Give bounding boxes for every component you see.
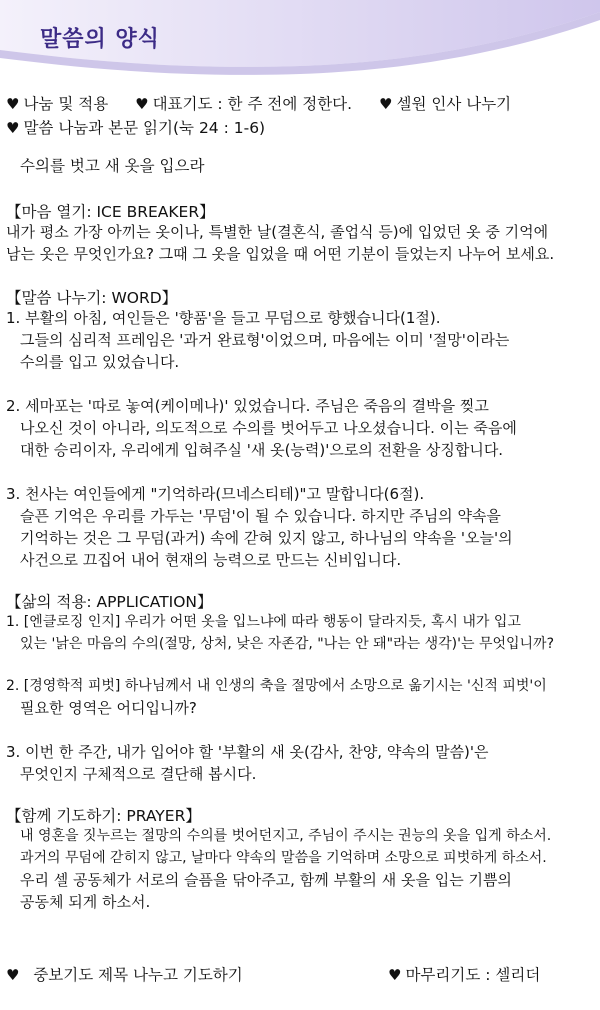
application-3-line: 무엇인지 구체적으로 결단해 봅시다. — [20, 765, 257, 783]
word-p1-line: 그들의 심리적 프레임은 '과거 완료형'이었으며, 마음에는 이미 '절망'이라는 — [20, 331, 510, 349]
application-2-line: 필요한 영역은 어디입니까? — [20, 699, 197, 717]
prayer-line: 내 영혼을 짓누르는 절망의 수의를 벗어던지고, 주님이 주시는 권능의 옷을 입게 하소서. — [20, 828, 552, 844]
word-heading: 【말씀 나누기: WORD】 — [6, 289, 178, 307]
application-1-line: 1. [엔클로징 인지] 우리가 어떤 옷을 입느냐에 따라 행동이 달라지듯, 혹시 내가 입고 — [6, 614, 521, 630]
word-p3-line: 기억하는 것은 그 무덤(과거) 속에 갇혀 있지 않고, 하나님의 약속을 '오늘'의 — [20, 529, 513, 547]
word-p2-line: 2. 세마포는 '따로 놓여(케이메나)' 있었습니다. 주님은 죽음의 결박을 찢고 — [6, 397, 489, 415]
heart-icon: ♥ — [135, 95, 149, 113]
meta-item-prayer: ♥ 대표기도 : 한 주 전에 정한다. — [135, 95, 353, 113]
footer-intercession: ♥ 중보기도 제목 나누고 기도하기 — [6, 966, 243, 984]
application-2-line: 2. [경영학적 피벗] 하나님께서 내 인생의 축을 절망에서 소망으로 옮기시는 '신적 피벗'이 — [6, 678, 547, 694]
page-title: 말씀의 양식 — [40, 27, 160, 52]
word-p3-line: 사건으로 끄집어 내어 현재의 능력으로 만드는 신비입니다. — [20, 551, 402, 569]
heart-icon: ♥ — [6, 119, 20, 137]
prayer-line: 과거의 무덤에 갇히지 않고, 날마다 약속의 말씀을 기억하며 소망으로 피벗하게 하소서. — [20, 850, 547, 866]
heart-icon: ♥ — [388, 966, 402, 984]
meta-item-greeting: ♥ 셀원 인사 나누기 — [379, 95, 512, 113]
word-p2-line: 나오신 것이 아니라, 의도적으로 수의를 벗어두고 나오셨습니다. 이는 죽음에 — [20, 419, 517, 437]
application-3-line: 3. 이번 한 주간, 내가 입어야 할 '부활의 새 옷(감사, 찬양, 약속의 말씀)'은 — [6, 743, 489, 761]
icebreaker-line: 남는 옷은 무엇인가요? 그때 그 옷을 입었을 때 어떤 기분이 들었는지 나누어 보세요. — [6, 245, 555, 263]
application-1-line: 있는 '낡은 마음의 수의(절망, 상처, 낮은 자존감, "나는 안 돼"라는 생각)'는 무엇입니까? — [20, 636, 554, 652]
word-p1-line: 수의를 입고 있었습니다. — [20, 353, 180, 371]
application-heading: 【삶의 적용: APPLICATION】 — [6, 593, 213, 611]
heart-icon: ♥ — [379, 95, 393, 113]
word-p3-line: 슬픈 기억은 우리를 가두는 '무덤'이 될 수 있습니다. 하지만 주님의 약속을 — [20, 507, 501, 525]
prayer-line: 공동체 되게 하소서. — [20, 893, 151, 911]
meta-row-2: ♥ 말씀 나눔과 본문 읽기(눅 24 : 1-6) — [6, 119, 266, 137]
icebreaker-heading: 【마음 열기: ICE BREAKER】 — [6, 203, 215, 221]
footer-closing-prayer: ♥ 마무리기도 : 셀리더 — [388, 966, 541, 984]
header-banner — [0, 0, 600, 80]
word-p3-line: 3. 천사는 여인들에게 "기억하라(므네스티테)"고 말합니다(6절). — [6, 485, 425, 503]
meta-row-1 — [6, 92, 511, 114]
heart-icon: ♥ — [6, 966, 20, 984]
heart-icon: ♥ — [6, 95, 20, 113]
meta-item-sharing: ♥ 나눔 및 적용 — [6, 95, 109, 113]
word-p1-line: 1. 부활의 아침, 여인들은 '향품'을 들고 무덤으로 향했습니다(1절). — [6, 309, 441, 327]
sermon-title: 수의를 벗고 새 옷을 입으라 — [20, 157, 205, 175]
prayer-heading: 【함께 기도하기: PRAYER】 — [6, 807, 201, 825]
icebreaker-line: 내가 평소 가장 아끼는 옷이나, 특별한 날(결혼식, 졸업식 등)에 입었던 옷 중 기억에 — [6, 223, 549, 241]
word-p2-line: 대한 승리이자, 우리에게 입혀주실 '새 옷(능력)'으로의 전환을 상징합니다. — [20, 441, 504, 459]
prayer-line: 우리 셀 공동체가 서로의 슬픔을 닦아주고, 함께 부활의 새 옷을 입는 기쁨의 — [20, 871, 512, 889]
